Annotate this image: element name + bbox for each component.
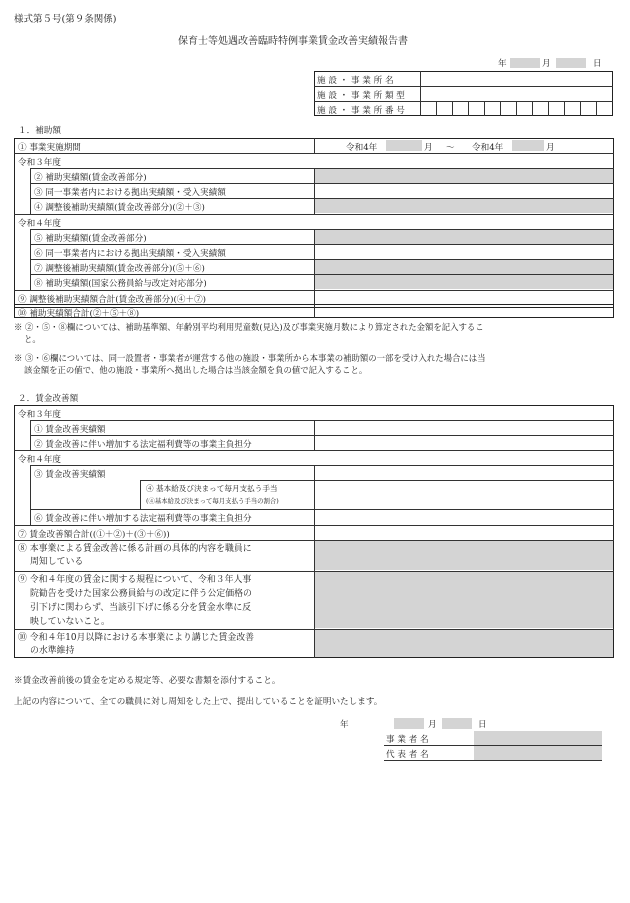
s2-item8-line1: ⑧ 本事業による賃金改善に係る計画の具体的内容を職員に <box>18 544 252 554</box>
s2-r4-item3-input[interactable] <box>315 466 613 480</box>
page-title: 保育士等処遇改善臨時特例事業賃金改善実績報告書 <box>178 36 408 47</box>
facility-type-label: 施 設 ・ 事 業 所 類 型 <box>317 91 405 101</box>
s2-r4-item4: ④ 基本給及び決まって毎月支払う手当 <box>146 484 278 493</box>
period-to-month-input[interactable] <box>512 140 544 151</box>
r4-label: 令和４年度 <box>18 219 61 229</box>
date-year-label: 年 <box>498 59 507 69</box>
note1-line2: と。 <box>24 334 41 344</box>
year-input[interactable] <box>510 58 540 68</box>
s2-item9-input[interactable] <box>315 572 613 628</box>
r4-item7-input[interactable] <box>315 260 613 274</box>
r4-item6: ⑥ 同一事業者内における拠出実績額・受入実績額 <box>34 249 226 259</box>
representative-label: 代 表 者 名 <box>386 750 429 760</box>
note2-line2: 該金額を正の値で、他の施設・事業所へ拠出した場合は当該金額を負の値で記入すること。 <box>24 365 368 375</box>
s2-item10-line2: の水準維持 <box>30 646 75 656</box>
operator-input[interactable] <box>474 731 602 745</box>
s2-r4-item6-input[interactable] <box>315 510 613 524</box>
facility-name-label: 施 設 ・ 事 業 所 名 <box>317 76 394 86</box>
footer-day-input[interactable] <box>442 718 472 729</box>
r4-item5-input[interactable] <box>315 230 613 244</box>
certify-statement: 上記の内容について、全ての職員に対し周知をした上で、提出していることを証明いたします。 <box>14 697 383 707</box>
representative-input[interactable] <box>474 746 602 760</box>
total9-label: ⑨ 調整後補助実績額合計(賃金改善部分)(④＋⑦) <box>18 295 207 305</box>
attach-note: ※賃金改善前後の賃金を定める規定等、必要な書類を添付すること。 <box>14 676 281 686</box>
facility-number-label: 施 設 ・ 事 業 所 番 号 <box>317 106 405 116</box>
period-from-year: 令和4年 <box>346 143 378 153</box>
s2-r3-item1: ① 賃金改善実績額 <box>34 425 106 435</box>
s2-r4-item6: ⑥ 賃金改善に伴い増加する法定福利費等の事業主負担分 <box>34 514 252 524</box>
period-to-month-label: 月 <box>546 143 555 153</box>
s2-r4-label: 令和４年度 <box>18 455 61 465</box>
section1-heading: １．補助額 <box>18 126 61 136</box>
r4-item6-input[interactable] <box>315 245 613 259</box>
date-day-label: 日 <box>593 59 602 69</box>
footer-year-label: 年 <box>340 720 349 730</box>
s2-item7-input[interactable] <box>315 526 613 539</box>
note2-line1: ※ ③・⑥欄については、同一設置者・事業者が運営する他の施設・事業所から本事業の補助額の一部を受け入れた場合には当 <box>14 353 486 363</box>
footer-month-label: 月 <box>428 720 437 730</box>
s2-item10-input[interactable] <box>315 630 613 657</box>
r4-item5: ⑤ 補助実績額(賃金改善部分) <box>34 234 147 244</box>
r4-item7: ⑦ 調整後補助実績額(賃金改善部分)(⑤＋⑥) <box>34 264 205 274</box>
s2-item9-line2: 院勧告を受けた国家公務員給与の改定に伴う公定価格の <box>30 589 252 599</box>
s2-r3-item2-input[interactable] <box>315 436 613 449</box>
period-to-year: 令和4年 <box>472 143 504 153</box>
r4-item8: ⑧ 補助実績額(国家公務員給与改定対応部分) <box>34 279 207 289</box>
s2-r3-label: 令和３年度 <box>18 410 61 420</box>
section2-heading: ２．賃金改善額 <box>18 394 79 404</box>
period-from-month-input[interactable] <box>386 140 422 151</box>
s2-item10-line1: ⑩ 令和４年10月以降における本事業により講じた賃金改善 <box>18 633 254 643</box>
r3-item3-input[interactable] <box>315 184 613 198</box>
total10-input[interactable] <box>315 305 613 317</box>
s2-item8-input[interactable] <box>315 541 613 570</box>
s2-r3-item2: ② 賃金改善に伴い増加する法定福利費等の事業主負担分 <box>34 440 252 450</box>
r3-item4: ④ 調整後補助実績額(賃金改善部分)(②＋③) <box>34 203 205 213</box>
period-tilde: 〜 <box>446 143 455 153</box>
r3-item3: ③ 同一事業者内における拠出実績額・受入実績額 <box>34 188 226 198</box>
s2-item9-line3: 引下げに関わらず、当該引下げに係る分を賃金水準に反 <box>30 603 252 613</box>
month-input[interactable] <box>556 58 586 68</box>
total10-label: ⑩ 補助実績額合計(②＋⑤＋⑧) <box>18 309 140 319</box>
r3-item4-input[interactable] <box>315 199 613 213</box>
r3-label: 令和３年度 <box>18 158 61 168</box>
operator-label: 事 業 者 名 <box>386 735 429 745</box>
s2-r4-item4-sub: (④基本給及び決まって毎月支払う手当の割合) <box>146 497 279 505</box>
date-month-label: 月 <box>542 59 551 69</box>
s2-item9-line4: 映していないこと。 <box>30 617 110 627</box>
facility-type-input[interactable] <box>421 87 612 100</box>
facility-name-input[interactable] <box>421 72 612 85</box>
total9-input[interactable] <box>315 291 613 303</box>
s2-r4-item3: ③ 賃金改善実績額 <box>34 470 106 480</box>
s2-r3-item1-input[interactable] <box>315 421 613 434</box>
note1-line1: ※ ②・⑤・⑧欄については、補助基準額、年齢別平均利用児童数(見込)及び事業実施月数により算定された金額を記入するこ <box>14 322 484 332</box>
s2-item7: ⑦ 賃金改善額合計((①＋②)＋(③＋⑥)) <box>18 530 170 540</box>
period-label: ① 事業実施期間 <box>18 143 81 153</box>
r4-item8-input[interactable] <box>315 275 613 289</box>
r3-item2-input[interactable] <box>315 169 613 183</box>
form-number: 様式第５号(第９条関係) <box>14 14 117 25</box>
s2-item9-line1: ⑨ 令和４年度の賃金に関する規程について、令和３年人事 <box>18 575 252 585</box>
s2-item8-line2: 周知している <box>30 557 84 567</box>
r3-item2: ② 補助実績額(賃金改善部分) <box>34 173 147 183</box>
period-from-month-label: 月 <box>424 143 433 153</box>
footer-month-input[interactable] <box>394 718 424 729</box>
footer-day-label: 日 <box>478 720 487 730</box>
s2-r4-item4-input[interactable] <box>315 481 613 508</box>
